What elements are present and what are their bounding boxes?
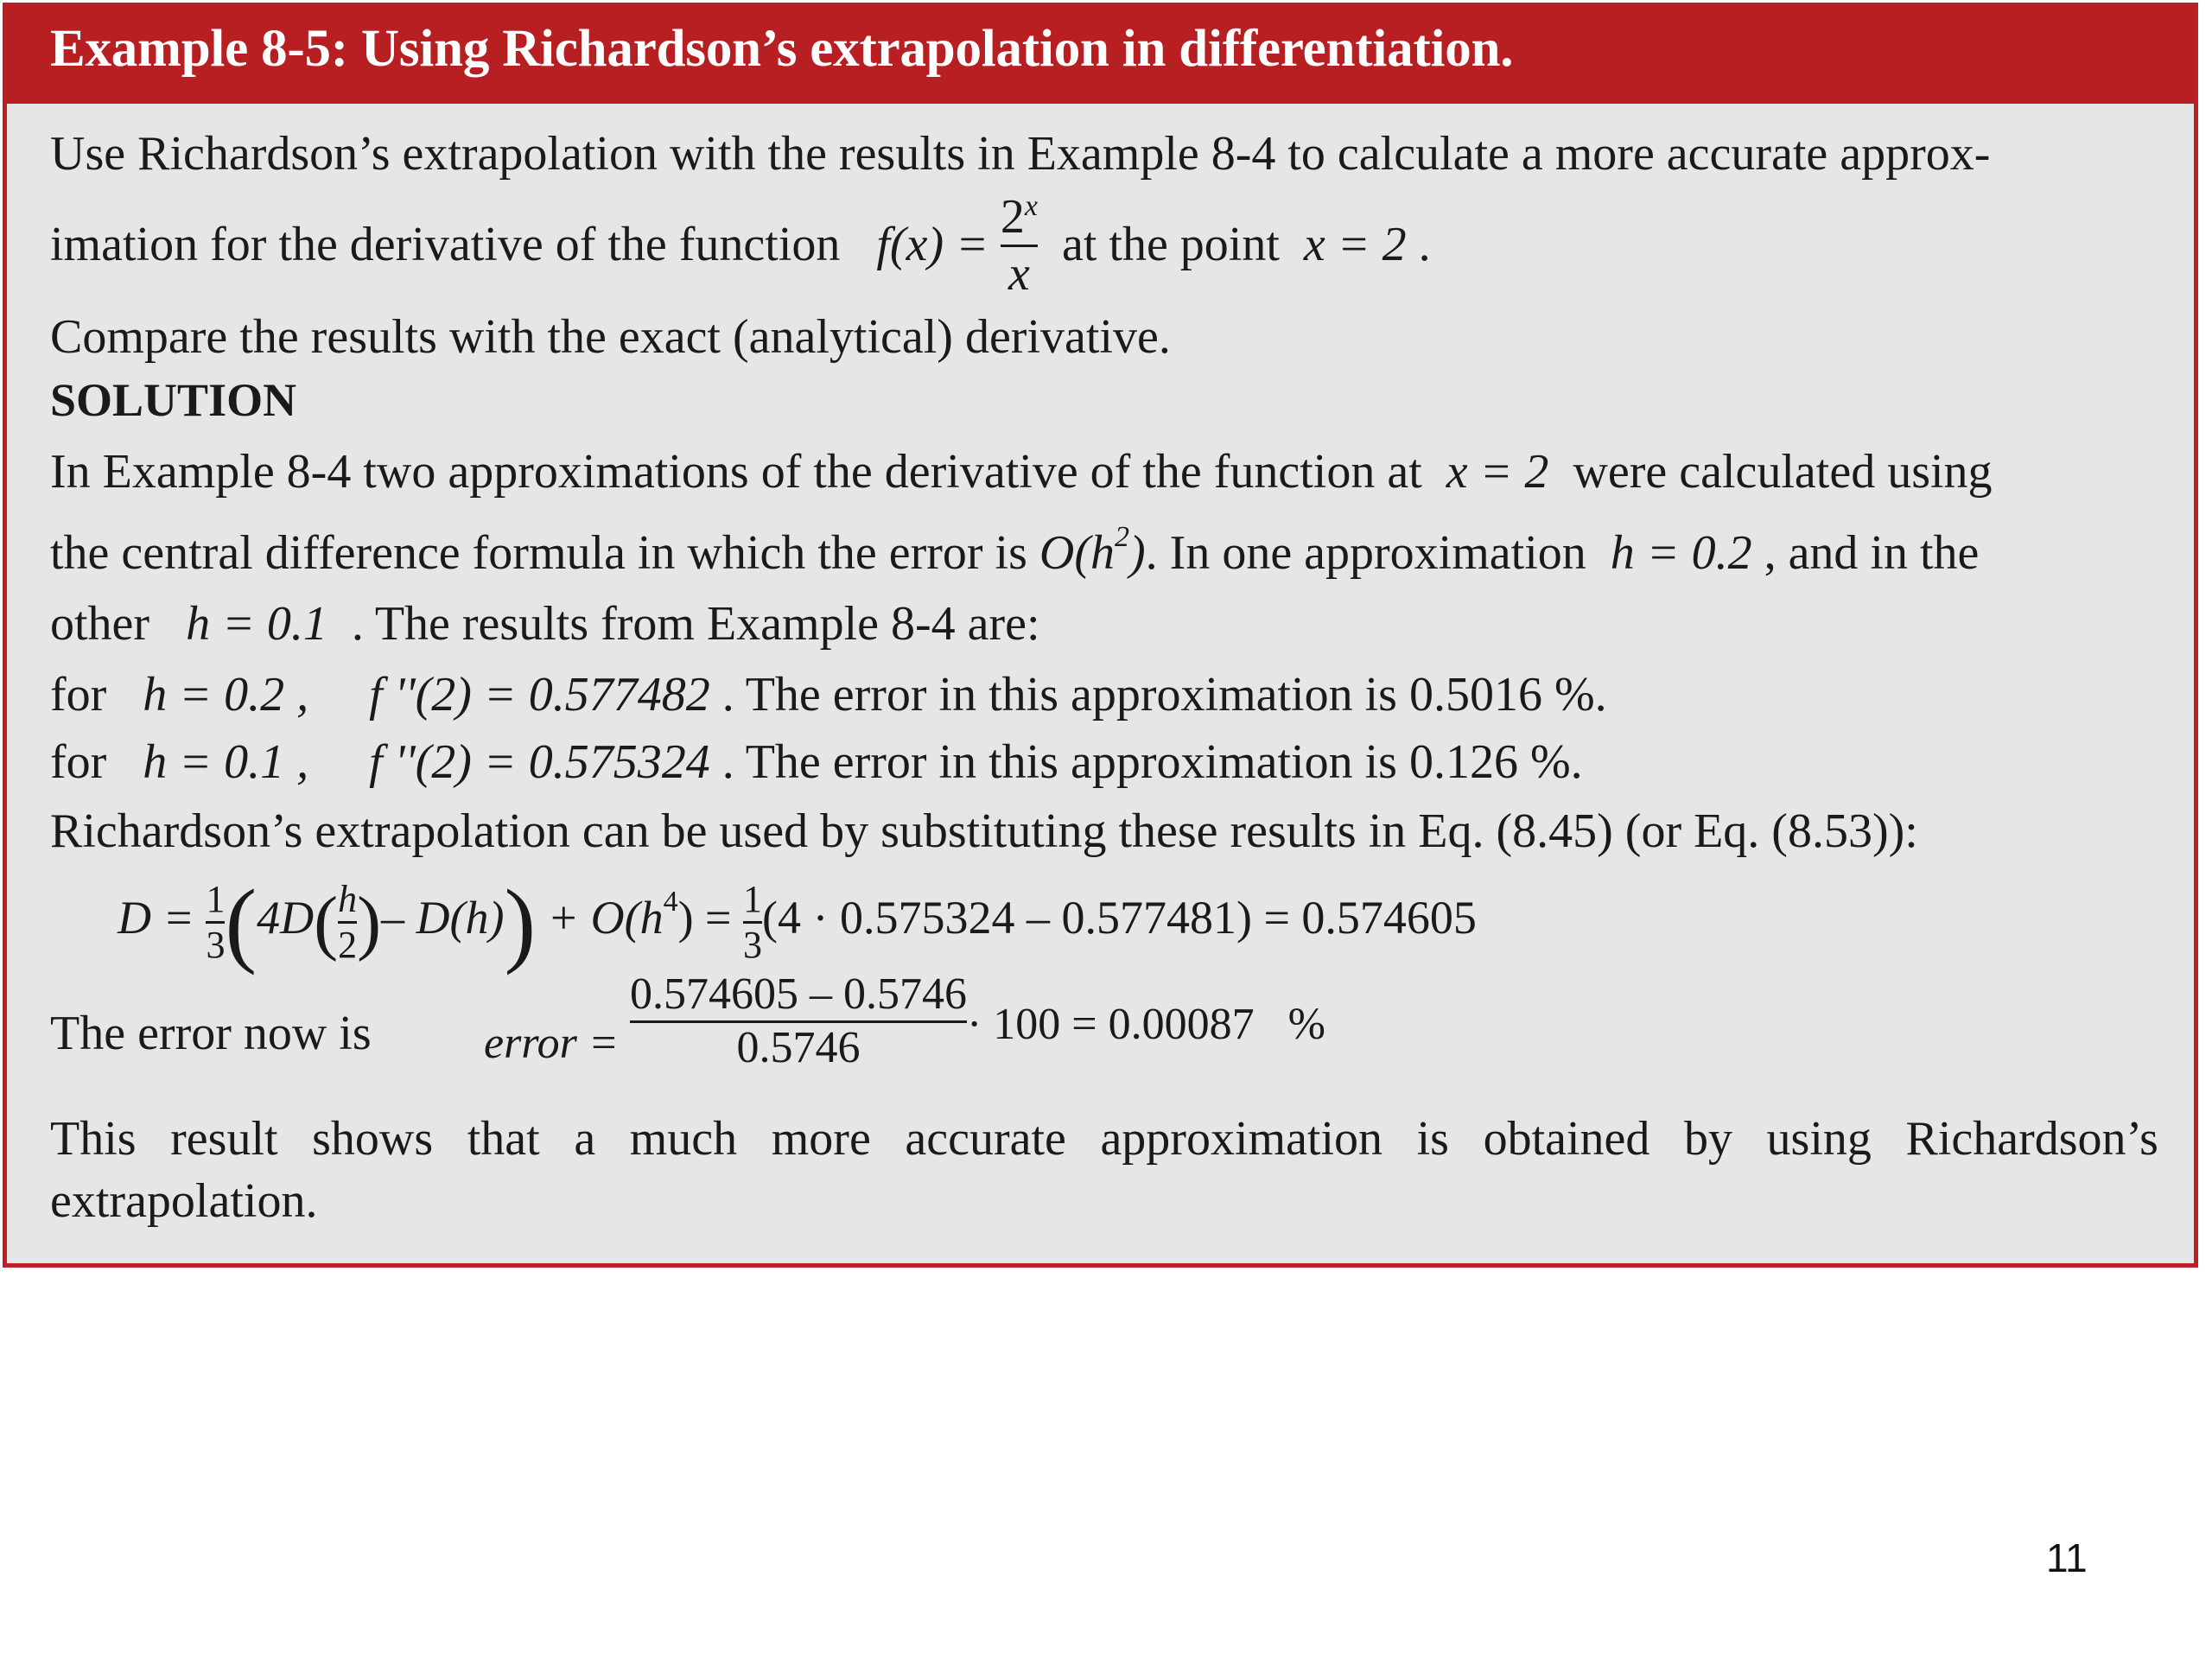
title-bar [7, 7, 2194, 104]
step-size-2: h = 0.1 [186, 597, 327, 651]
page-number: 11 [2046, 1535, 2088, 1580]
result-error-text: . The error in this approximation is 0.126 %. [721, 735, 1583, 789]
right-paren: ) [504, 869, 537, 976]
solution-para-line-1 [50, 445, 1993, 499]
solution-para-text: In Example 8-4 two approximations of the derivative of the function at [50, 445, 1422, 499]
conclusion-word: much [629, 1112, 738, 1166]
solution-para-text: . In one approximation [1145, 526, 1586, 580]
error-variable: error = [484, 1019, 619, 1069]
solution-para-text: other [50, 597, 150, 651]
example-box [3, 3, 2198, 1268]
result-line-1 [50, 668, 1607, 721]
conclusion-word: is [1416, 1112, 1449, 1166]
order-exponent: 4 [663, 886, 678, 918]
conclusion-word: that [467, 1112, 540, 1166]
result-step-size: h = 0.2 , [143, 668, 309, 721]
result-for-label: for [50, 735, 107, 789]
solution-para-text: . The results from Example 8-4 are: [351, 597, 1040, 651]
step-size-1: h = 0.2 [1610, 526, 1752, 580]
richardson-intro-line: Richardson’s extrapolation can be used by substituting these results in Eq. (8.45) (or Eq. (8.53)): [50, 804, 1918, 858]
left-paren-small: ( [314, 882, 339, 963]
conclusion-word: using [1766, 1112, 1872, 1166]
error-label: The error now is [50, 1007, 372, 1060]
function-denominator: x [1007, 246, 1030, 301]
error-fraction [630, 971, 967, 1071]
error-rhs: · 100 = 0.00087 [966, 1000, 1255, 1050]
error-order: $O(h^2)$ [1039, 521, 1146, 580]
minus-dh-term: – D(h) [381, 892, 505, 944]
result-error-text: . The error in this approximation is 0.5016 %. [721, 668, 1607, 721]
solution-heading: SOLUTION [50, 374, 297, 426]
result-derivative-value: f ''(2) = 0.577482 [369, 668, 710, 721]
conclusion-word: approximation [1100, 1112, 1383, 1166]
conclusion-word: This [50, 1112, 137, 1166]
conclusion-word: shows [312, 1112, 434, 1166]
problem-line-2-end: . [1418, 218, 1431, 272]
equation-lhs: D = [118, 892, 194, 944]
solution-para-text: the central difference formula in which the error is [50, 526, 1027, 580]
order-close: ) = [677, 892, 732, 944]
error-equation [484, 971, 1325, 1071]
function-lhs: f(x) = [876, 218, 988, 272]
function-numerator-exponent: x [1024, 190, 1038, 222]
function-numerator: 2 [1000, 190, 1025, 244]
solution-para-line-2 [50, 521, 1980, 580]
evaluation-point: x = 2 [1303, 218, 1407, 272]
result-derivative-value: f ''(2) = 0.575324 [369, 735, 710, 789]
problem-line-3: Compare the results with the exact (analytical) derivative. [50, 310, 1171, 364]
conclusion-word: result [170, 1112, 278, 1166]
conclusion-line-2: extrapolation. [50, 1174, 318, 1228]
problem-line-2-prefix: imation for the derivative of the function [50, 218, 841, 272]
function-fraction [1001, 192, 1038, 300]
error-denominator: 0.5746 [736, 1022, 861, 1072]
error-percent: % [1287, 1000, 1325, 1050]
richardson-equation [118, 869, 1477, 976]
result-line-2 [50, 735, 1583, 789]
solution-para-text: , and in the [1764, 526, 1980, 580]
equation-rhs: (4 · 0.575324 – 0.577481) = 0.574605 [762, 892, 1477, 944]
h-over-two-fraction: $\frac{h}{2}$ [338, 878, 358, 967]
conclusion-word: by [1683, 1112, 1732, 1166]
one-third-fraction-rhs: $\frac{1}{3}$ [743, 878, 763, 967]
result-step-size: h = 0.1 , [143, 735, 309, 789]
result-for-label: for [50, 668, 107, 721]
error-numerator: 0.574605 – 0.5746 [629, 969, 967, 1019]
conclusion-word: accurate [905, 1112, 1066, 1166]
right-paren-small: ) [357, 882, 382, 963]
solution-para-text: were calculated using [1573, 445, 1993, 499]
conclusion-word: a [574, 1112, 596, 1166]
problem-line-2-mid: at the point [1061, 218, 1280, 272]
four-d-term: 4D [257, 892, 315, 944]
solution-x-value: x = 2 [1446, 445, 1549, 499]
conclusion-word: more [771, 1112, 871, 1166]
error-line [50, 1009, 372, 1058]
problem-line-2 [50, 190, 1431, 303]
conclusion-line-1 [50, 1112, 2158, 1166]
one-third-fraction: $\frac{1}{3}$ [206, 878, 226, 967]
order-term: + O(h [547, 892, 664, 944]
solution-para-line-3 [50, 597, 1040, 651]
left-paren: ( [225, 869, 257, 976]
conclusion-word: obtained [1483, 1112, 1650, 1166]
conclusion-word: Richardson’s [1905, 1112, 2158, 1166]
problem-line-1: Use Richardson’s extrapolation with the results in Example 8-4 to calculate a more accurate approx- [50, 127, 1991, 181]
example-title: Example 8-5: Using Richardson’s extrapolation in differentiation. [50, 20, 1514, 78]
